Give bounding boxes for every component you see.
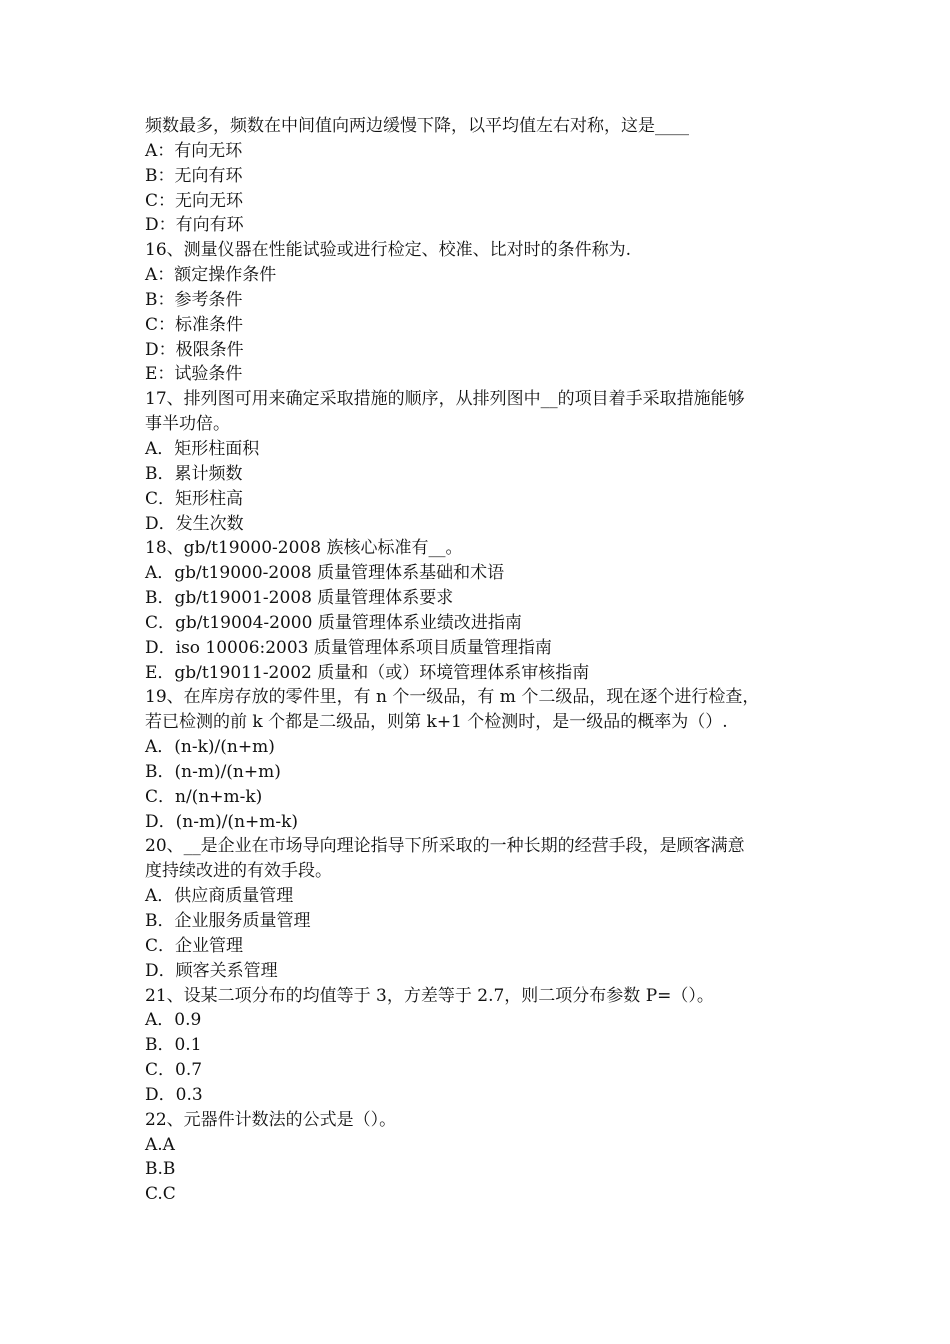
option-c: C：无向无环 (145, 190, 244, 211)
option-d: D．顾客关系管理 (145, 960, 278, 981)
option-b: B．累计频数 (145, 463, 243, 484)
option-a: A．(n-k)/(n+m) (145, 737, 275, 758)
option-b: B．0.1 (145, 1035, 202, 1056)
question-21-stem: 21、设某二项分布的均值等于 3，方差等于 2.7，则二项分布参数 P=（）。 (145, 985, 714, 1006)
question-22-stem: 22、元器件计数法的公式是（）。 (145, 1109, 397, 1130)
option-b: B．企业服务质量管理 (145, 911, 311, 931)
option-b: B：无向有环 (145, 165, 243, 186)
option-d: D．(n-m)/(n+m-k) (145, 811, 299, 832)
option-c: C．矩形柱高 (145, 488, 244, 509)
option-a: A．gb/t19000-2008 质量管理体系基础和术语 (145, 563, 505, 584)
option-a: A：额定操作条件 (145, 265, 277, 286)
option-d: D：极限条件 (145, 339, 244, 360)
option-a: A．供应商质量管理 (145, 886, 294, 907)
option-b: B．(n-m)/(n+m) (145, 761, 281, 782)
option-b: B．gb/t19001-2008 质量管理体系要求 (145, 588, 454, 609)
document-body (145, 114, 815, 1207)
question-17-stem-cont: 事半功倍。 (145, 414, 230, 435)
option-c: C：标准条件 (145, 314, 244, 335)
question-19-stem: 19、在库房存放的零件里，有 n 个一级品，有 m 个二级品，现在逐个进行检查， (145, 687, 760, 708)
option-d: D．发生次数 (145, 513, 244, 534)
option-d: D．0.3 (145, 1084, 203, 1105)
question-18-stem: 18、gb/t19000-2008 族核心标准有__。 (145, 538, 463, 559)
option-a: A.A (145, 1134, 175, 1155)
option-c: C.C (145, 1184, 176, 1205)
option-a: A．矩形柱面积 (145, 438, 260, 459)
option-a: A．0.9 (145, 1010, 202, 1031)
option-c: C．gb/t19004-2000 质量管理体系业绩改进指南 (145, 612, 522, 633)
option-d: D：有向有环 (145, 215, 244, 236)
question-20-stem-cont: 度持续改进的有效手段。 (145, 861, 332, 882)
option-c: C．0.7 (145, 1060, 203, 1081)
question-17-stem: 17、排列图可用来确定采取措施的顺序，从排列图中__的项目着手采取措施能够 (145, 389, 745, 410)
option-e: E．gb/t19011-2002 质量和（或）环境管理体系审核指南 (145, 662, 590, 683)
option-a: A：有向无环 (145, 140, 243, 161)
question-16-stem: 16、测量仪器在性能试验或进行检定、校准、比对时的条件称为. (145, 240, 632, 261)
option-c: C．n/(n+m-k) (145, 786, 263, 807)
question-19-stem-cont: 若已检测的前 k 个都是二级品，则第 k+1 个检测时，是一级品的概率为（）. (145, 712, 728, 733)
option-e: E：试验条件 (145, 364, 243, 385)
option-b: B.B (145, 1159, 176, 1180)
option-c: C．企业管理 (145, 935, 244, 956)
option-b: B：参考条件 (145, 289, 243, 310)
question-20-stem: 20、__是企业在市场导向理论指导下所采取的一种长期的经营手段，是顾客满意 (145, 836, 745, 857)
option-d: D．iso 10006:2003 质量管理体系项目质量管理指南 (145, 637, 552, 658)
question-15-stem-tail: 频数最多，频数在中间值向两边缓慢下降，以平均值左右对称，这是____ (145, 116, 689, 136)
